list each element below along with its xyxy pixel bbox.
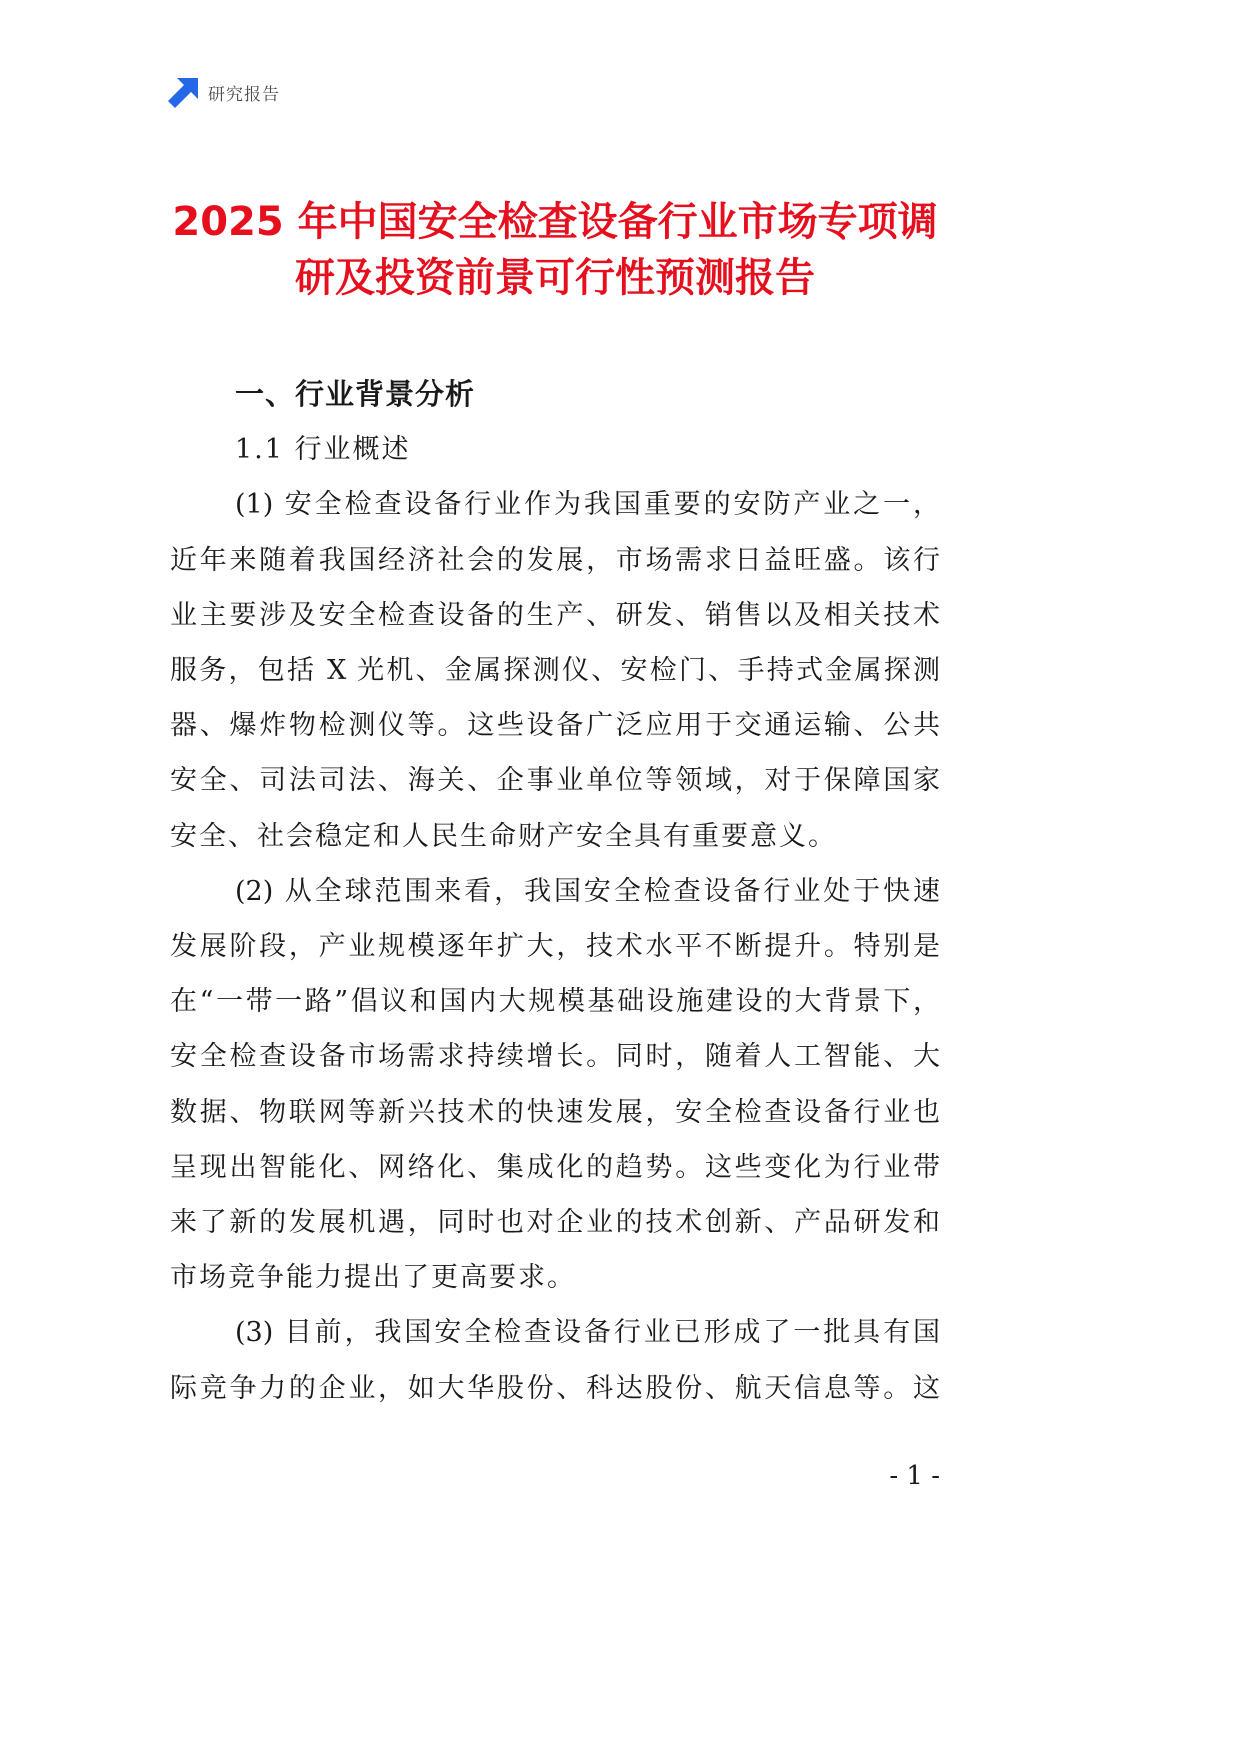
paragraph-line: (1) 安全检查设备行业作为我国重要的安防产业之一，	[235, 489, 940, 521]
document-title	[150, 194, 960, 306]
paragraph-line: 近年来随着我国经济社会的发展，市场需求日益旺盛。该行	[170, 544, 940, 576]
report-type-label: 研究报告	[208, 85, 280, 105]
paragraph-line: 际竞争力的企业，如大华股份、科达股份、航天信息等。这	[170, 1372, 940, 1404]
paragraph-line: 呈现出智能化、网络化、集成化的趋势。这些变化为行业带	[170, 1151, 940, 1183]
paragraph-line: 安全检查设备市场需求持续增长。同时，随着人工智能、大	[170, 1041, 940, 1073]
paragraph	[170, 864, 940, 1306]
paragraph-line: 安全、社会稳定和人民生命财产安全具有重要意义。	[170, 820, 837, 852]
paragraph	[170, 1305, 940, 1415]
paragraph-line: 数据、物联网等新兴技术的快速发展，安全检查设备行业也	[170, 1096, 940, 1128]
paragraph	[170, 477, 940, 863]
title-line: 研及投资前景可行性预测报告	[295, 255, 815, 301]
paragraph-line: 器、爆炸物检测仪等。这些设备广泛应用于交通运输、公共	[170, 710, 940, 742]
paragraph-line: (2) 从全球范围来看，我国安全检查设备行业处于快速	[235, 875, 940, 907]
page-number: - 1 -	[889, 1461, 940, 1491]
subsection-heading: 1.1 行业概述	[235, 434, 411, 466]
paragraph-line: 安全、司法司法、海关、企事业单位等领域，对于保障国家	[170, 765, 940, 797]
section-heading: 一、行业背景分析	[235, 377, 476, 411]
arrow-logo-icon	[168, 78, 198, 108]
paragraph-line: 服务，包括 X 光机、金属探测仪、安检门、手持式金属探测	[170, 655, 940, 687]
document-body	[170, 367, 940, 1416]
paragraph-line: 市场竞争能力提出了更高要求。	[170, 1262, 576, 1294]
paragraph-line: 业主要涉及安全检查设备的生产、研发、销售以及相关技术	[170, 599, 940, 631]
paragraph-line: (3) 目前，我国安全检查设备行业已形成了一批具有国	[235, 1317, 940, 1349]
title-line: 2025 年中国安全检查设备行业市场专项调	[172, 199, 938, 245]
paragraph-line: 在“一带一路”倡议和国内大规模基础设施建设的大背景下，	[170, 986, 940, 1018]
arrow-logo-shape	[168, 78, 198, 108]
paragraph-line: 来了新的发展机遇，同时也对企业的技术创新、产品研发和	[170, 1207, 940, 1239]
paragraph-line: 发展阶段，产业规模逐年扩大，技术水平不断提升。特别是	[170, 931, 940, 963]
